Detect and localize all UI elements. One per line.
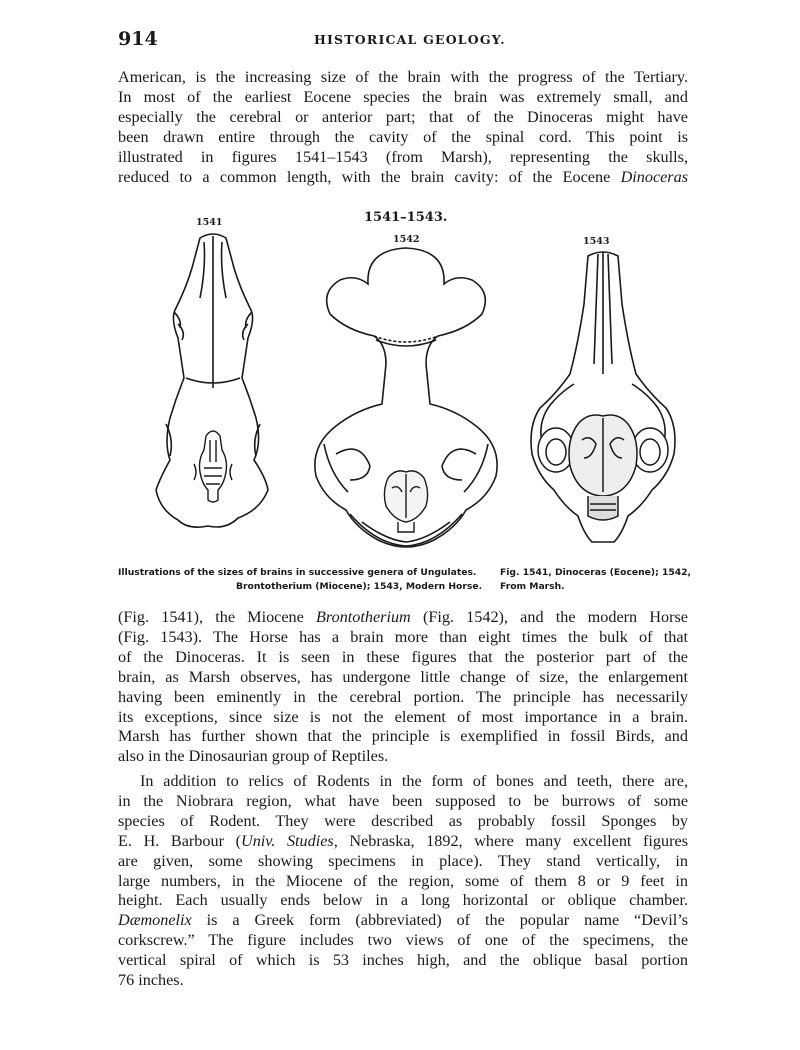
paragraph-rodent-burrows (118, 772, 688, 991)
text-line (118, 832, 688, 852)
text-line: American, is the increasing size of the brain with the progress of the Tertiary. (118, 68, 688, 86)
paragraph-intro (118, 68, 688, 187)
text-line: Marsh has further shown that the principle is exemplified in fossil Birds, and (118, 727, 688, 746)
text-line: in the Niobrara region, what have been supposed to be burrows of some (118, 791, 688, 810)
text-line: its exceptions, since size is not the element of most importance in a brain. (118, 707, 688, 726)
caption-line: Fig. 1541, Dinoceras (Eocene); 1542, (500, 567, 692, 578)
text-line: of the Dinoceras. It is seen in these figures that the posterior part of the (118, 647, 688, 666)
text-line: height. Each usually ends below in a long horizontal or oblique chamber. (118, 891, 688, 910)
text-line: also in the Dinosaurian group of Reptiles. (118, 747, 389, 766)
text-run: (Fig. 1542), and the modern Horse (410, 608, 688, 626)
caption-line: Brontotherium (Miocene); 1543, Modern Horse. (236, 581, 483, 592)
text-line: especially the cerebral or anterior part; that of the Dinoceras might have (118, 107, 688, 126)
text-line: species of Rodent. They were described as probably fossil Sponges by (118, 811, 688, 830)
text-run: Nebraska, 1892, where many excellent figures (337, 831, 688, 850)
caption-line: From Marsh. (500, 581, 565, 592)
text-line: brain, as Marsh observes, has undergone little change of size, the enlargement (118, 667, 688, 686)
figure-label-1543: 1543 (583, 236, 610, 247)
page-number: 914 (118, 28, 158, 50)
publication-title: Univ. Studies, (241, 831, 338, 850)
horse-skull-drawing (518, 244, 688, 564)
text-line: 76 inches. (118, 971, 184, 990)
running-head: HISTORICAL GEOLOGY. (314, 32, 506, 47)
text-line: In most of the earliest Eocene species the brain was extremely small, and (118, 87, 688, 106)
genus-name-dinoceras: Dinoceras (620, 167, 688, 186)
text-line (118, 608, 688, 628)
text-run: reduced to a common length, with the brain cavity: of the Eocene (118, 167, 621, 186)
text-run: is a Greek form (abbreviated) of the popular name “Devil’s (191, 911, 688, 930)
genus-name-brontotherium: Brontotherium (316, 608, 411, 626)
genus-name-daemonelix: Dæmonelix (118, 911, 192, 930)
caption-line: Illustrations of the sizes of brains in successive genera of Ungulates. (118, 567, 477, 578)
dinoceras-skull-drawing (138, 228, 288, 548)
text-run: E. H. Barbour ( (118, 831, 241, 850)
text-line: having been eminently in the cerebral portion. The principle has necessarily (118, 687, 688, 706)
text-line: large numbers, in the Miocene of the region, some of them 8 or 9 feet in (118, 871, 688, 890)
text-line: are given, some showing specimens in place). They stand vertically, in (118, 851, 688, 870)
brontotherium-skull-drawing (306, 244, 506, 564)
text-line: (Fig. 1543). The Horse has a brain more than eight times the bulk of that (118, 627, 688, 646)
text-line: corkscrew.” The figure includes two views of one of the specimens, the (118, 931, 688, 950)
text-line: illustrated in figures 1541–1543 (from Marsh), representing the skulls, (118, 147, 688, 166)
page-header (118, 28, 690, 54)
text-line: In addition to relics of Rodents in the form of bones and teeth, there are, (140, 772, 688, 790)
figure-heading: 1541–1543. (364, 210, 448, 225)
text-line: vertical spiral of which is 53 inches high, and the oblique basal portion (118, 951, 688, 970)
figure-label-1541: 1541 (196, 217, 223, 228)
text-run: (Fig. 1541), the Miocene (118, 608, 317, 626)
figure-skulls (118, 200, 690, 600)
text-line (118, 911, 688, 931)
text-line: been drawn entire through the cavity of the spinal cord. This point is (118, 127, 688, 146)
paragraph-brain-sizes (118, 608, 688, 767)
text-line (118, 168, 688, 188)
figure-label-1542: 1542 (393, 234, 420, 245)
